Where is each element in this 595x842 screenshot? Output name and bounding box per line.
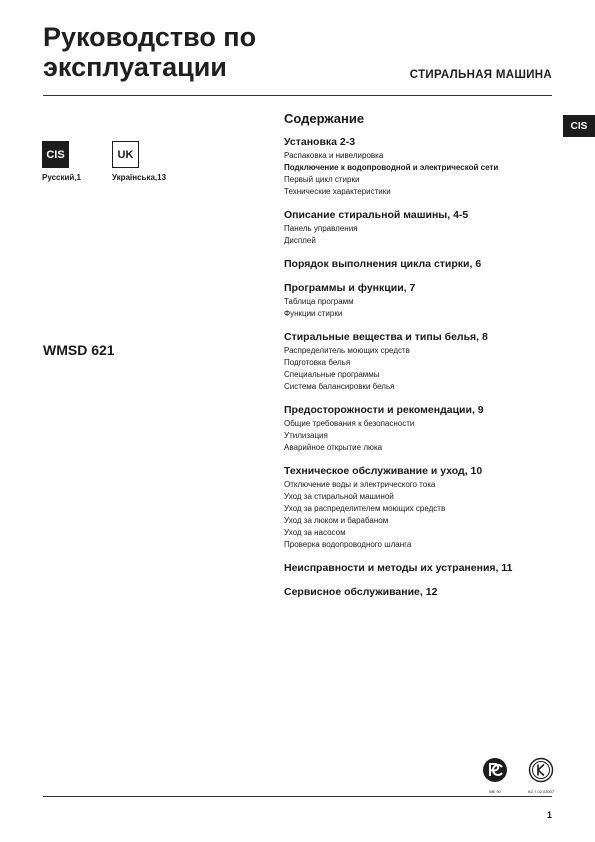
toc-item[interactable]: Таблица программ (284, 297, 354, 306)
toc-item[interactable]: Уход за стиральной машиной (284, 492, 394, 501)
toc-item[interactable]: Дисплей (284, 236, 316, 245)
header-divider (43, 95, 552, 96)
toc-item[interactable]: Уход за люком и барабаном (284, 516, 389, 525)
toc-section-heading[interactable]: Описание стиральной машины, 4-5 (284, 209, 469, 221)
toc-item[interactable]: Распределитель моющих средств (284, 346, 410, 355)
toc-section (284, 331, 554, 393)
certification-label: МЕ 90 (489, 789, 501, 794)
toc-section (284, 258, 554, 271)
title-line-1: Руководство по (43, 22, 257, 52)
language-side-tab: CIS (563, 115, 595, 137)
page-number: 1 (546, 810, 552, 820)
toc-section-heading[interactable]: Программы и функции, 7 (284, 282, 416, 294)
toc-item[interactable]: Проверка водопроводного шланга (284, 540, 412, 549)
toc-section-heading[interactable]: Техническое обслуживание и уход, 10 (284, 465, 483, 477)
toc-item[interactable]: Технические характеристики (284, 187, 391, 196)
toc-item[interactable]: Отключение воды и электрического тока (284, 480, 436, 489)
language-cis[interactable] (42, 141, 122, 182)
toc-section (284, 404, 554, 454)
pct-mark-icon (482, 757, 508, 783)
toc-item[interactable]: Система балансировки белья (284, 382, 395, 391)
footer-divider (43, 796, 552, 797)
kz-mark-icon (527, 757, 555, 783)
toc-sections (284, 136, 554, 599)
model-number: WMSD 621 (43, 342, 115, 358)
toc-item[interactable]: Распаковка и нивелировка (284, 151, 384, 160)
toc-section (284, 465, 554, 551)
title-line-2: эксплуатации (43, 52, 227, 82)
toc-item[interactable]: Утилизация (284, 431, 328, 440)
toc-section-heading[interactable]: Порядок выполнения цикла стирки, 6 (284, 258, 482, 270)
product-type: СТИРАЛЬНАЯ МАШИНА (409, 69, 552, 81)
certification-kz (527, 757, 555, 794)
language-label: Русский,1 (42, 173, 81, 182)
toc-section (284, 562, 554, 575)
document-title (43, 22, 343, 82)
language-uk[interactable] (112, 141, 192, 182)
toc-section-heading[interactable]: Установка 2-3 (284, 136, 356, 148)
toc-item[interactable]: Уход за насосом (284, 528, 346, 537)
toc-item[interactable]: Панель управления (284, 224, 358, 233)
language-code-badge: UK (112, 141, 139, 168)
certification-label: KZ.7.02.03007 (527, 789, 555, 794)
language-label: Українська,13 (112, 173, 167, 182)
toc-item[interactable]: Общие требования к безопасности (284, 419, 415, 428)
table-of-contents (284, 111, 554, 610)
toc-item[interactable]: Функции стирки (284, 309, 343, 318)
toc-section (284, 282, 554, 320)
toc-section-heading[interactable]: Сервисное обслуживание, 12 (284, 586, 438, 598)
toc-item[interactable]: Аварийное открытие люка (284, 443, 383, 452)
toc-item[interactable]: Уход за распределителем моющих средств (284, 504, 446, 513)
toc-item[interactable]: Первый цикл стирки (284, 175, 360, 184)
language-code-badge: CIS (42, 141, 69, 168)
toc-section (284, 209, 554, 247)
toc-section (284, 586, 554, 599)
toc-item[interactable]: Подключение к водопроводной и электрической сети (284, 163, 499, 172)
toc-section-heading[interactable]: Неисправности и методы их устранения, 11 (284, 562, 513, 574)
toc-section-heading[interactable]: Стиральные вещества и типы белья, 8 (284, 331, 488, 343)
toc-title: Содержание (284, 111, 365, 126)
toc-section-heading[interactable]: Предосторожности и рекомендации, 9 (284, 404, 484, 416)
certification-pct (482, 757, 508, 794)
toc-section (284, 136, 554, 198)
toc-item[interactable]: Подготовка белья (284, 358, 351, 367)
toc-item[interactable]: Специальные программы (284, 370, 380, 379)
